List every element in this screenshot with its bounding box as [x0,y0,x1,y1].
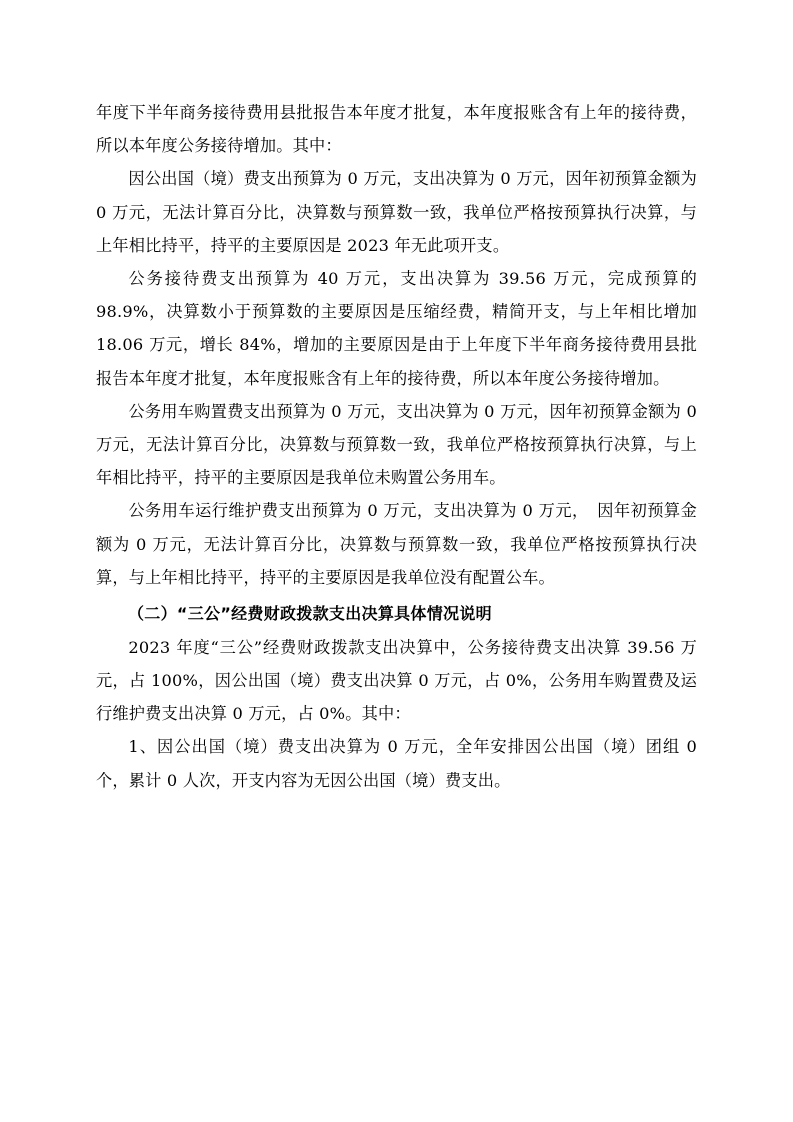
paragraph-vehicle-purchase-expense: 公务用车购置费支出预算为 0 万元，支出决算为 0 万元，因年初预算金额为 0 万元，无法计算百分比，决算数与预算数一致，我单位严格按预算执行决算，与上年相比持平，持平的主要原因是我单位未购置公务用车。 [96,401,697,488]
paragraph-official-reception-expense: 公务接待费支出预算为 40 万元，支出决算为 39.56 万元，完成预算的 98.9%，决算数小于预算数的主要原因是压缩经费，精简开支，与上年相比增加 18.06 万元，增长 84%，增加的主要原因是由于上年度下半年商务接待费用县批报告本年度才批复，本年度报账含有上年的接待费，所以本年度公务接待增加。 [96,269,697,388]
paragraph-three-public-summary: 2023 年度“三公”经费财政拨款支出决算中，公务接待费支出决算 39.56 万元，占 100%，因公出国（境）费支出决算 0 万元，占 0%，公务用车购置费及运行维护费支出决算 0 万元，占 0%。其中： [96,637,697,724]
paragraph-continuation: 年度下半年商务接待费用县批报告本年度才批复，本年度报账含有上年的接待费，所以本年度公务接待增加。其中： [96,103,697,156]
paragraph-item-one-overseas: 1、因公出国（境）费支出决算为 0 万元，全年安排因公出国（境）团组 0 个，累计 0 人次，开支内容为无因公出国（境）费支出。 [96,737,697,790]
paragraph-vehicle-maintenance-expense: 公务用车运行维护费支出预算为 0 万元，支出决算为 0 万元， 因年初预算金额为 0 万元，无法计算百分比，决算数与预算数一致，我单位严格按预算执行决算，与上年相比持平，持平的主要原因是我单位没有配置公车。 [96,501,697,587]
paragraph-overseas-travel-expense: 因公出国（境）费支出预算为 0 万元，支出决算为 0 万元，因年初预算金额为 0 万元，无法计算百分比，决算数与预算数一致，我单位严格按预算执行决算，与上年相比持平，持平的主要原因是 2023 年无此项开支。 [96,169,697,255]
section-heading-two: （二）“三公”经费财政拨款支出决算具体情况说明 [128,604,492,624]
document-body [96,96,697,797]
